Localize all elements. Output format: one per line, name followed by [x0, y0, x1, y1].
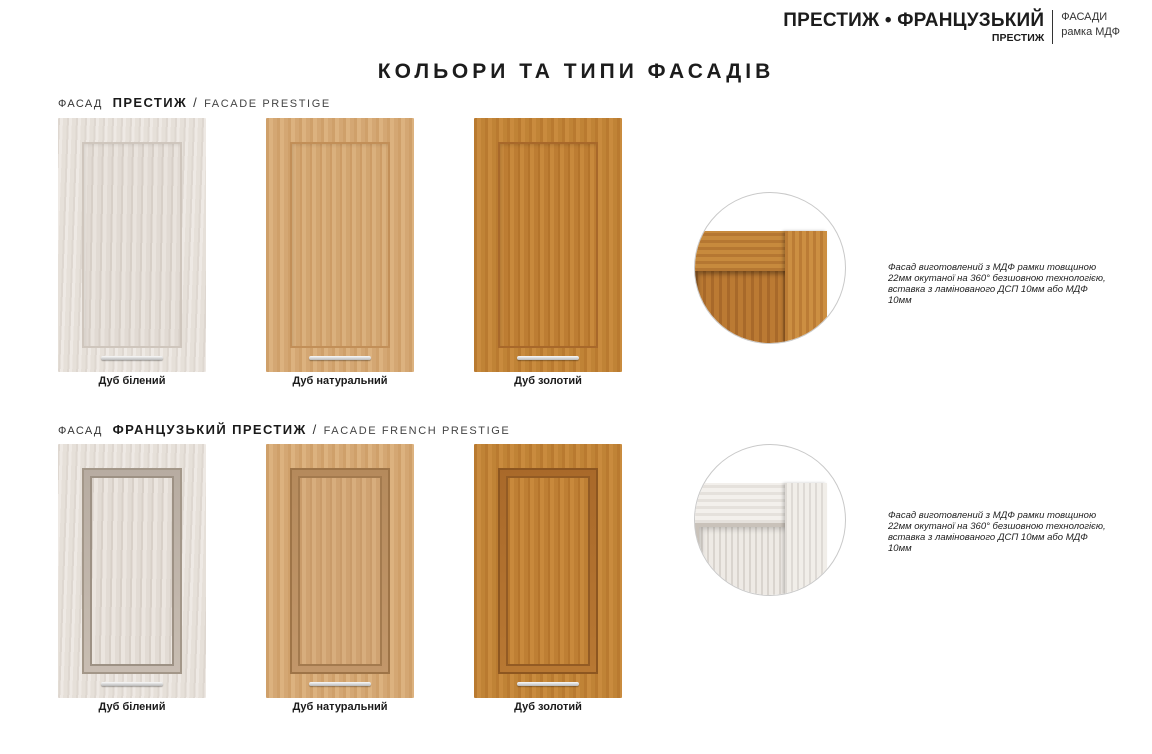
brand-title: ПРЕСТИЖ • ФРАНЦУЗЬКИЙ [783, 10, 1045, 31]
brand-subtitle: ПРЕСТИЖ [991, 32, 1045, 44]
door-prestige-golden-oak [474, 118, 622, 372]
door-handle [517, 356, 579, 360]
facade-description-prestige: Фасад виготовлений з МДФ рамки товщиною 22мм окутаної на 360° безшовною технологією, вставка з ламінованого ДСП 10мм або МДФ 10мм [888, 262, 1106, 306]
door-french-bleached-oak [58, 444, 206, 698]
page-title: КОЛЬОРИ ТА ТИПИ ФАСАДІВ [377, 60, 775, 83]
door-prestige-bleached-oak [58, 118, 206, 372]
facade-description-french-prestige: Фасад виготовлений з МДФ рамки товщиною 22мм окутаної на 360° безшовною технологією, вставка з ламінованого ДСП 10мм або МДФ 10мм [888, 510, 1106, 554]
section-name: ПРЕСТИЖ [112, 95, 188, 110]
door-inner-panel [300, 478, 380, 664]
door-label: Дуб білений [98, 701, 166, 713]
door-panel [82, 142, 182, 348]
door-label: Дуб натуральний [292, 375, 388, 387]
door-inner-panel [92, 478, 172, 664]
door-french-golden-oak [474, 444, 622, 698]
door-prestige-natural-oak [266, 118, 414, 372]
door-label: Дуб золотий [514, 375, 582, 387]
section-english-name: FACADE FRENCH PRESTIGE [323, 425, 511, 437]
section-separator: / [312, 422, 318, 437]
category-line-2: рамка МДФ [1061, 26, 1120, 38]
section-name: ФРАНЦУЗЬКИЙ ПРЕСТИЖ [112, 422, 307, 437]
brand-block [783, 10, 1053, 44]
section-english-name: FACADE PRESTIGE [204, 98, 331, 110]
door-panel [498, 468, 598, 674]
section-prefix: ФАСАД [58, 425, 103, 437]
door-handle [517, 682, 579, 686]
door-panel [82, 468, 182, 674]
door-french-natural-oak [266, 444, 414, 698]
page-header [783, 10, 1120, 44]
door-handle [309, 356, 371, 360]
zoom-detail-golden-oak-icon [694, 192, 846, 344]
door-label: Дуб натуральний [292, 701, 388, 713]
category-block [1053, 10, 1120, 40]
category-line-1: ФАСАДИ [1061, 11, 1108, 23]
section-prefix: ФАСАД [58, 98, 103, 110]
door-panel [290, 468, 390, 674]
section-heading-prestige [58, 95, 331, 110]
door-handle [309, 682, 371, 686]
door-label: Дуб білений [98, 375, 166, 387]
zoom-detail-bleached-oak-icon [694, 444, 846, 596]
section-separator: / [193, 95, 199, 110]
door-panel [498, 142, 598, 348]
door-label: Дуб золотий [514, 701, 582, 713]
door-handle [101, 356, 163, 360]
door-handle [101, 682, 163, 686]
section-heading-french-prestige [58, 422, 510, 437]
door-panel [290, 142, 390, 348]
door-inner-panel [508, 478, 588, 664]
